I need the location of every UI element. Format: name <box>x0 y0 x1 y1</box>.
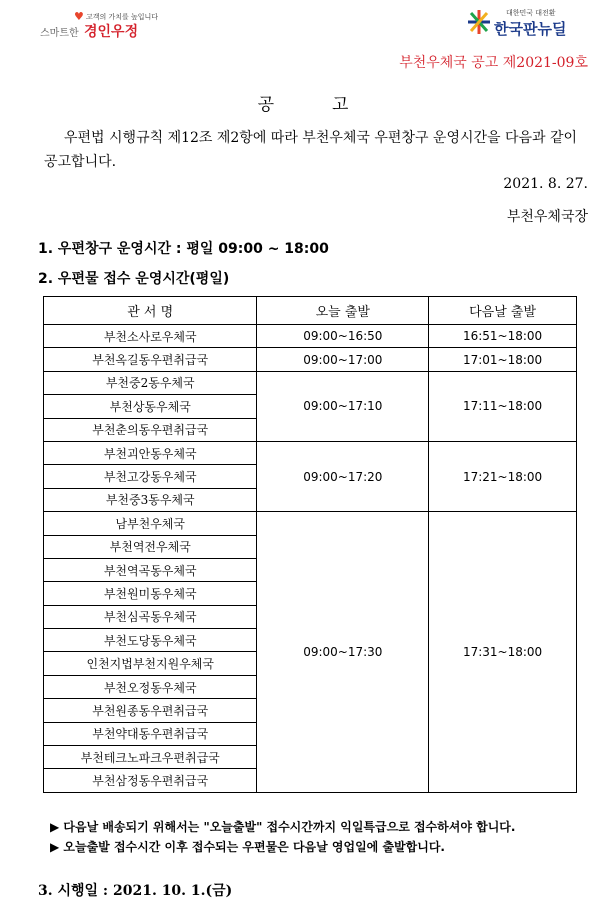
today-time: 09:00~17:30 <box>257 512 429 793</box>
next-time: 17:31~18:00 <box>429 512 577 793</box>
table-row <box>44 348 577 371</box>
office-name: 부천역곡동우체국 <box>44 558 257 581</box>
table-row <box>44 512 577 535</box>
office-name: 부천역전우체국 <box>44 535 257 558</box>
notice-title: 공고 <box>257 95 407 115</box>
mail-hours-table <box>43 296 577 793</box>
table-row <box>44 441 577 464</box>
office-name: 부천원미동우체국 <box>44 582 257 605</box>
section-counter-hours: 1. 우편창구 운영시간 : 평일 09:00 ~ 18:00 <box>38 241 329 257</box>
table-row <box>44 371 577 394</box>
office-name: 부천심곡동우체국 <box>44 605 257 628</box>
header-next: 다음날 출발 <box>429 297 577 325</box>
header-office: 관 서 명 <box>44 297 257 325</box>
new-deal-logo <box>466 6 596 38</box>
office-name: 부천중3동우체국 <box>44 488 257 511</box>
next-time: 17:21~18:00 <box>429 441 577 511</box>
table-row <box>44 325 577 348</box>
table-header-row <box>44 297 577 325</box>
office-name: 부천중2동우체국 <box>44 371 257 394</box>
starburst-icon <box>466 8 492 36</box>
gyeongin-post-logo <box>40 8 160 38</box>
office-name: 부천약대동우편취급국 <box>44 722 257 745</box>
office-name: 부천상동우체국 <box>44 395 257 418</box>
office-name: 인천지법부천지원우체국 <box>44 652 257 675</box>
today-time: 09:00~17:00 <box>257 348 429 371</box>
left-prefix: 스마트한 <box>40 28 79 39</box>
notice-date: 2021. 8. 27. <box>503 176 588 192</box>
office-name: 부천춘의동우편취급국 <box>44 418 257 441</box>
office-name: 부천오정동우체국 <box>44 675 257 698</box>
next-time: 17:01~18:00 <box>429 348 577 371</box>
notice-number: 부천우체국 공고 제2021-09호 <box>399 55 588 71</box>
office-name: 부천도당동우체국 <box>44 629 257 652</box>
office-name: 부천원종동우편취급국 <box>44 699 257 722</box>
office-name: 부천테크노파크우편취급국 <box>44 746 257 769</box>
section-mail-hours: 2. 우편물 접수 운영시간(평일) <box>38 271 230 287</box>
section-effective-date: 3. 시행일 : 2021. 10. 1.(금) <box>38 883 233 899</box>
next-time: 16:51~18:00 <box>429 325 577 348</box>
right-tagline: 대한민국 대전환 <box>506 9 556 17</box>
header-today: 오늘 출발 <box>257 297 429 325</box>
today-time: 09:00~17:10 <box>257 371 429 441</box>
today-time: 09:00~16:50 <box>257 325 429 348</box>
notice-body: 우편법 시행규칙 제12조 제2항에 따라 부천우체국 우편창구 운영시간을 다음과 같이 공고합니다. <box>44 130 578 170</box>
next-time: 17:11~18:00 <box>429 371 577 441</box>
office-name: 부천삼정동우편취급국 <box>44 769 257 792</box>
office-name: 부천괴안동우체국 <box>44 441 257 464</box>
right-brand: 한국판뉴딜 <box>494 20 567 38</box>
today-time: 09:00~17:20 <box>257 441 429 511</box>
heart-icon: ♥ <box>74 10 84 23</box>
office-name: 부천고강동우체국 <box>44 465 257 488</box>
notice-signer: 부천우체국장 <box>506 209 588 225</box>
office-name: 남부천우체국 <box>44 512 257 535</box>
left-brand: 경인우정 <box>84 24 139 40</box>
note-next-day: ▶ 다음날 배송되기 위해서는 "오늘출발" 접수시간까지 익일특급으로 접수하셔야 합니다. <box>50 820 516 834</box>
office-name: 부천옥길동우편취급국 <box>44 348 257 371</box>
left-tagline: 고객의 가치를 높입니다 <box>86 13 159 21</box>
note-after-cutoff: ▶ 오늘출발 접수시간 이후 접수되는 우편물은 다음날 영업일에 출발합니다. <box>50 840 445 854</box>
office-name: 부천소사로우체국 <box>44 325 257 348</box>
